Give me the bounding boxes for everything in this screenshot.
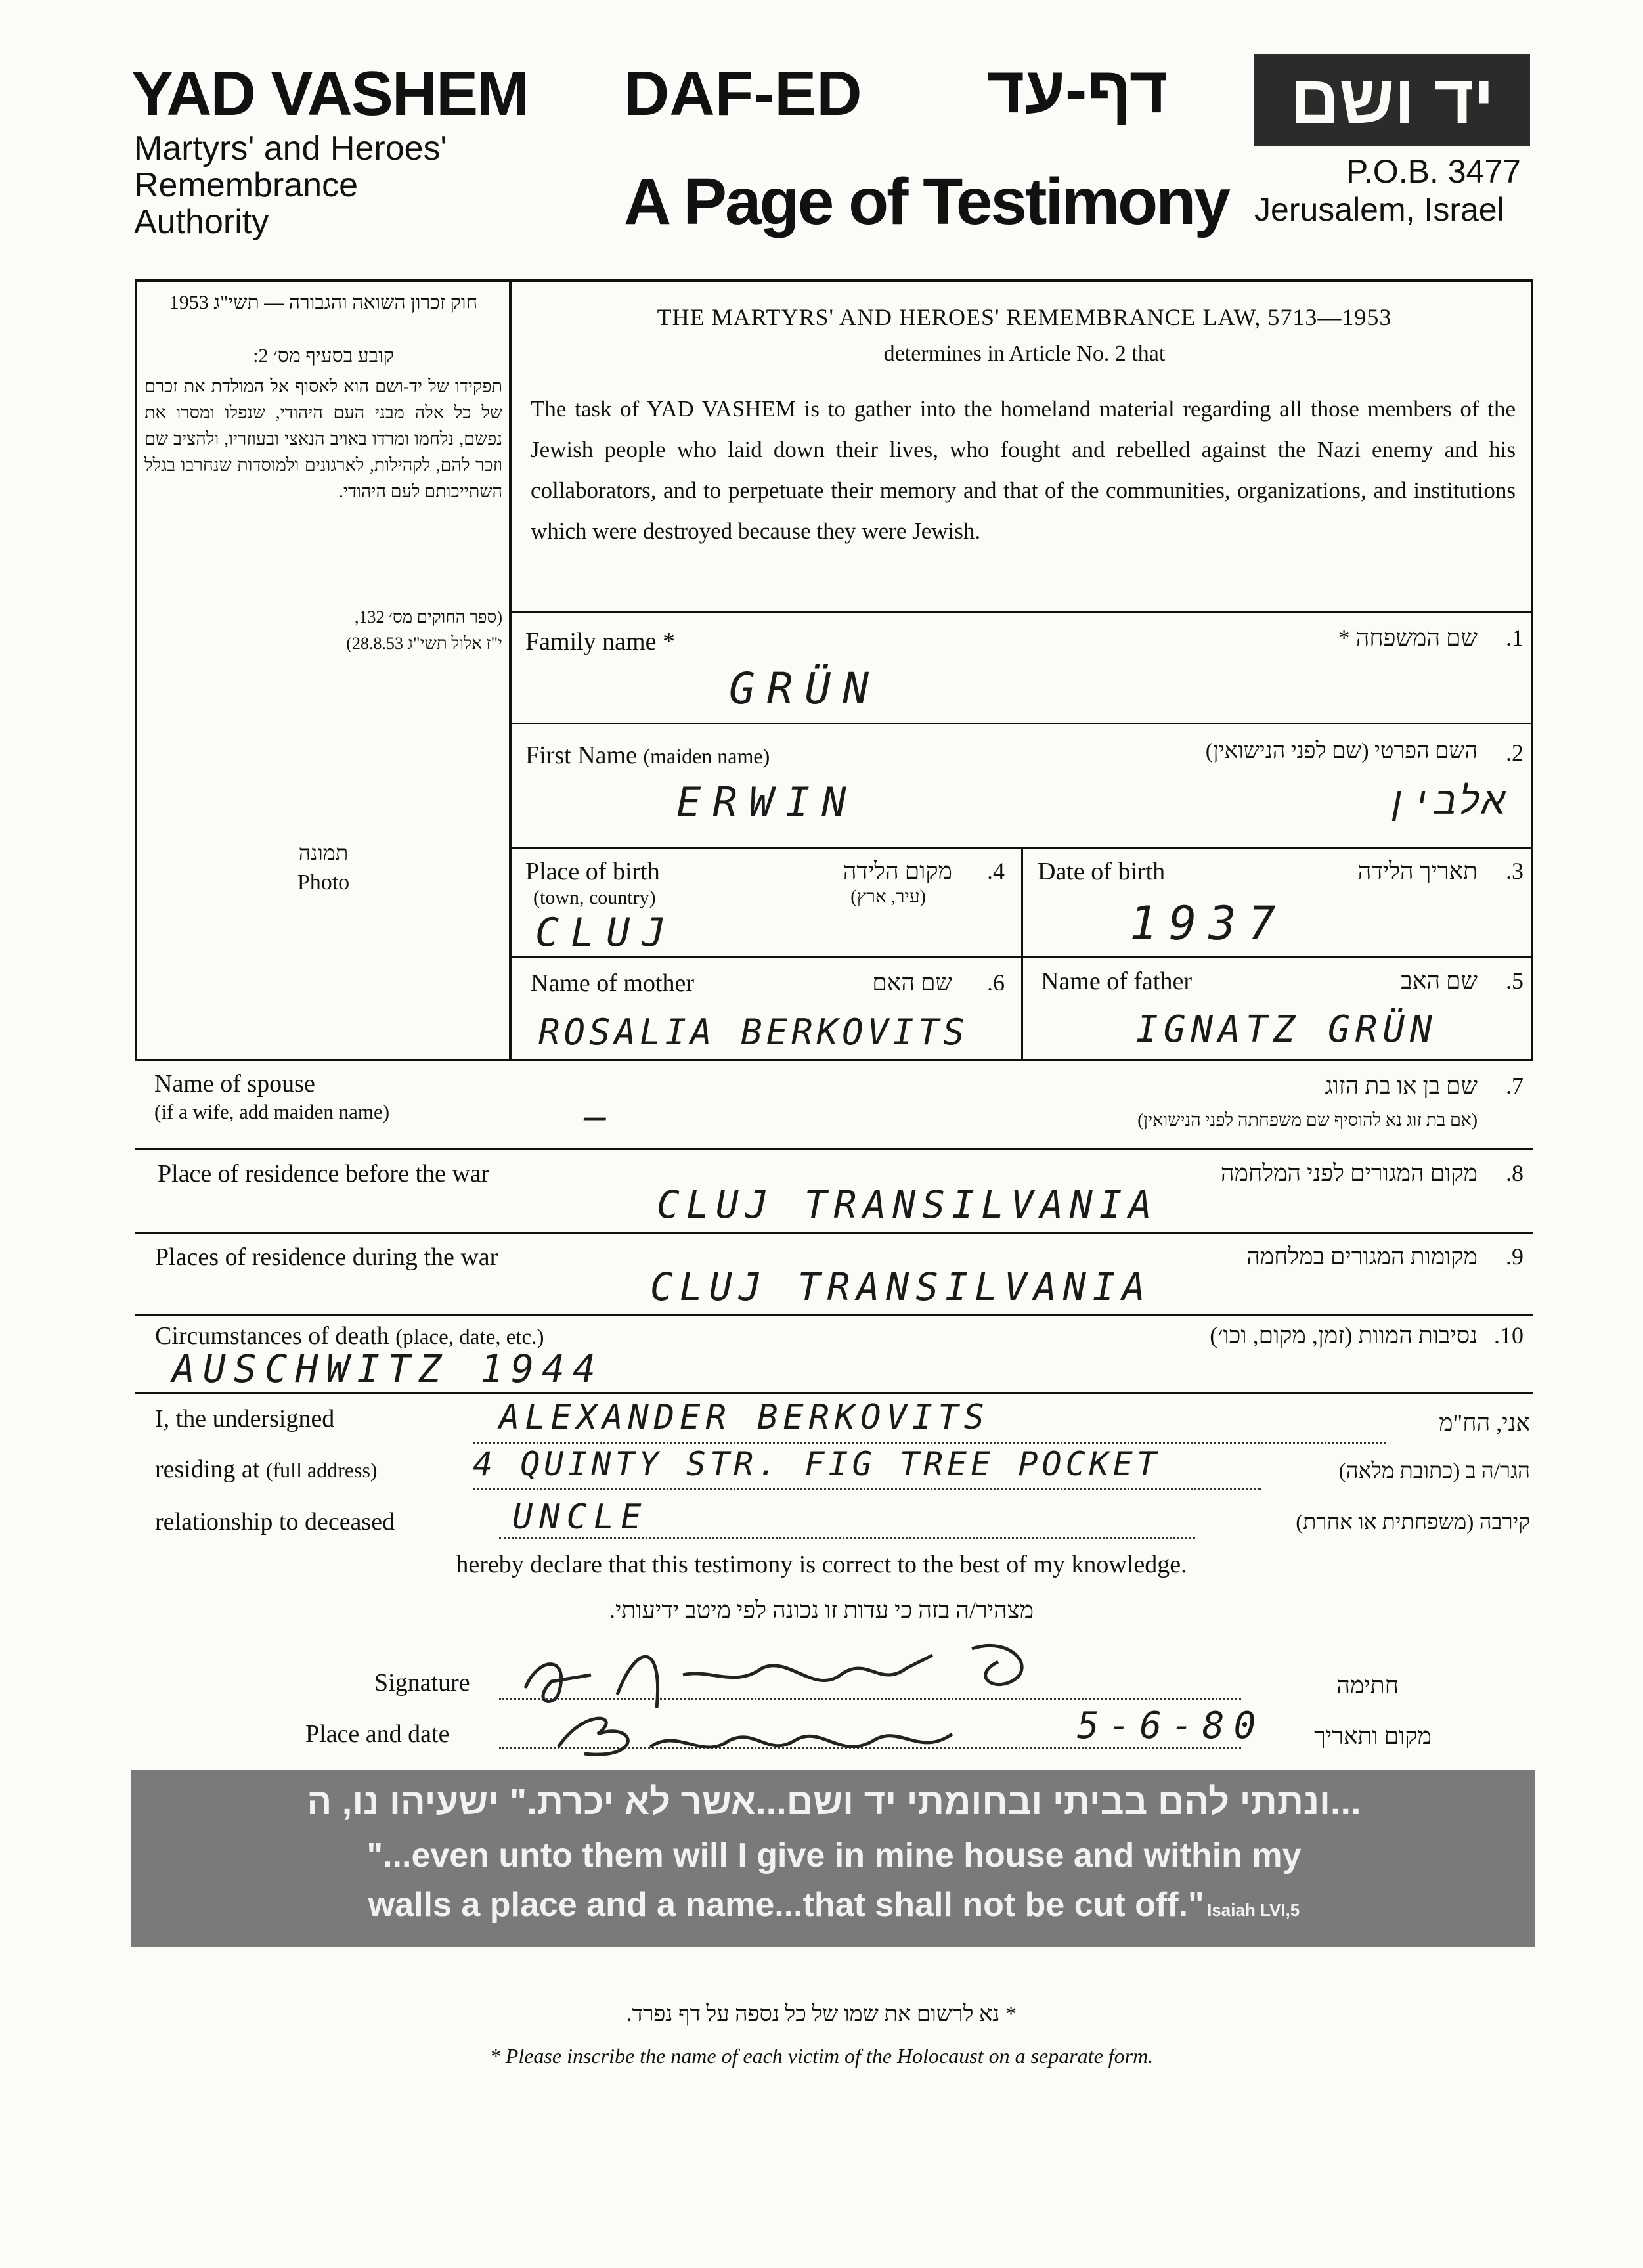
banner-line-2 xyxy=(158,1885,1510,1924)
spouse-hebrew: שם בן או בת הזוג xyxy=(1325,1073,1478,1099)
date-of-birth-value[interactable]: 1937 xyxy=(1129,897,1288,950)
place-date-hebrew: מקום ותאריך xyxy=(1314,1723,1432,1749)
death-value[interactable]: AUSCHWITZ 1944 xyxy=(172,1346,603,1391)
undersigned-hebrew: אני, הח"מ xyxy=(1439,1410,1530,1436)
hebrew-law-body: תפקידו של יד-ושם הוא לאסוף אל המולדת את זכרם של כל אלה מבני העם היהודי, שנפלו ומסרו את נפשם, נלחמו ומרדו באויב הנאצי ובעוזריו, ולהציב שם וזכר להם, לקהילות, לארגונים ולמוסדות שנחרבו בגלל השתייכותם לעם היהודי. xyxy=(144,376,502,501)
place-of-birth-value[interactable]: CLUJ xyxy=(535,910,678,956)
mother-name-value[interactable]: ROSALIA BERKOVITS xyxy=(538,1012,969,1053)
father-name-num: .5 xyxy=(1506,967,1523,994)
relation-value[interactable]: UNCLE xyxy=(512,1498,648,1537)
family-name-num: .1 xyxy=(1506,625,1523,651)
father-name-value[interactable]: IGNATZ GRÜN xyxy=(1136,1008,1437,1051)
first-name-num: .2 xyxy=(1506,740,1523,766)
declaration: hereby declare that this testimony is correct to the best of my knowledge. xyxy=(456,1551,1187,1578)
footer-hebrew-text: נא לרשום את שמו של כל נספה על דף נפרד. xyxy=(626,2002,1000,2026)
undersigned-value[interactable]: ALEXANDER BERKOVITS xyxy=(499,1398,990,1437)
law-subtitle: determines in Article No. 2 that xyxy=(883,342,1166,366)
residence-before-value[interactable]: CLUJ TRANSILVANIA xyxy=(657,1182,1158,1227)
father-name-label: Name of father xyxy=(1041,967,1192,995)
residence-before-hebrew: מקום המגורים לפני המלחמה xyxy=(1220,1160,1478,1186)
relation-hebrew: קירבה (משפחתית או אחרת) xyxy=(1296,1511,1530,1534)
first-name-hebrew: השם הפרטי (שם לפני הנישואין) xyxy=(1205,739,1478,763)
org-subtitle-1: Martyrs' and Heroes' xyxy=(134,129,447,167)
death-hebrew: נסיבות המוות (זמן, מקום, וכו׳) xyxy=(1210,1322,1478,1348)
declaration-hebrew: מצהיר/ה בזה כי עדות זו נכונה לפי מיטב ידיעותי. xyxy=(609,1597,1034,1623)
hebrew-law-title: חוק זכרון השואה והגבורה — תשי"ג 1953 xyxy=(169,292,478,313)
page-title: A Page of Testimony xyxy=(624,165,1229,238)
daf-ed-title: DAF-ED xyxy=(624,58,862,129)
spouse-note: (if a wife, add maiden name) xyxy=(154,1100,390,1123)
first-name-hebrew-value[interactable]: אלבין xyxy=(1386,778,1507,823)
mother-name-num: .6 xyxy=(987,969,1005,996)
law-title: THE MARTYRS' AND HEROES' REMEMBRANCE LAW, 5713—1953 xyxy=(657,304,1392,330)
place-of-birth-hebrew: מקום הלידה xyxy=(843,858,952,884)
signature-label: Signature xyxy=(374,1669,470,1697)
footer-hebrew xyxy=(0,2002,1643,2027)
spouse-label: Name of spouse xyxy=(154,1070,315,1098)
first-name-label xyxy=(525,741,770,770)
banner-line-2-text: walls a place and a name...that shall not be cut off." xyxy=(368,1886,1204,1924)
signature-hebrew: חתימה xyxy=(1336,1672,1399,1699)
hebrew-law-ref-2: י"ז אלול תשי"ג 28.8.53) xyxy=(346,634,502,653)
place-of-birth-hebrew-note: (עיר, ארץ) xyxy=(850,887,926,907)
mother-name-label: Name of mother xyxy=(531,969,695,997)
footer-star-hebrew: * xyxy=(1005,2002,1017,2026)
first-name-label-note: (maiden name) xyxy=(643,744,770,768)
death-num: .10 xyxy=(1494,1322,1523,1348)
law-body: The task of YAD VASHEM is to gather into the homeland material regarding all those members of the Jewish people who laid down their lives, who fought and rebelled against the Nazi enemy and his collaborators, and to perpetuate their memory and that of the communities, organizations, and institutions which were destroyed because they were Jewish. xyxy=(531,396,1516,544)
father-name-hebrew: שם האב xyxy=(1401,967,1478,994)
relation-label: relationship to deceased xyxy=(155,1508,395,1536)
residence-during-hebrew: מקומות המגורים במלחמה xyxy=(1246,1243,1478,1270)
yad-vashem-logo: יד ושם xyxy=(1254,54,1530,146)
daf-ed-hebrew: דף-עד xyxy=(986,53,1168,127)
date-of-birth-hebrew: תאריך הלידה xyxy=(1357,858,1478,884)
undersigned-label: I, the undersigned xyxy=(155,1405,335,1433)
death-label-text: Circumstances of death xyxy=(155,1322,389,1350)
address-value[interactable]: 4 QUINTY STR. FIG TREE POCKET xyxy=(473,1445,1160,1483)
spouse-value[interactable]: — xyxy=(584,1096,607,1138)
first-name-value[interactable]: ERWIN xyxy=(676,778,858,826)
place-of-birth-label: Place of birth xyxy=(525,858,660,885)
spouse-num: .7 xyxy=(1506,1073,1523,1099)
pob: P.O.B. 3477 xyxy=(1346,153,1521,190)
mother-name-hebrew: שם האם xyxy=(872,969,952,996)
footer-star: * xyxy=(489,2044,500,2068)
city: Jerusalem, Israel xyxy=(1254,191,1504,228)
residence-before-label: Place of residence before the war xyxy=(158,1160,490,1188)
family-name-hebrew: שם המשפחה * xyxy=(1338,625,1478,651)
place-of-birth-num: .4 xyxy=(987,858,1005,884)
death-label-note: (place, date, etc.) xyxy=(395,1325,544,1349)
org-name: YAD VASHEM xyxy=(131,58,529,129)
address-label-text: residing at xyxy=(155,1456,260,1483)
hebrew-law-subtitle: קובע בסעיף מס׳ 2: xyxy=(253,345,394,367)
org-subtitle-2: Remembrance xyxy=(134,166,359,204)
family-name-label: Family name * xyxy=(525,628,675,656)
residence-before-num: .8 xyxy=(1506,1160,1523,1186)
address-label xyxy=(155,1455,378,1484)
banner-hebrew: ...ונתתי להם בביתי ובחומתי יד ושם...אשר לא יכרת." ישעיהו נו, ה xyxy=(307,1781,1361,1822)
footer-english-text: Please inscribe the name of each victim of the Holocaust on a separate form. xyxy=(505,2044,1154,2068)
family-name-value[interactable]: GRÜN xyxy=(729,663,881,714)
place-date-value[interactable]: 5-6-80 xyxy=(1077,1704,1265,1747)
residence-during-value[interactable]: CLUJ TRANSILVANIA xyxy=(650,1264,1152,1309)
photo-label: Photo xyxy=(297,870,350,895)
footer-english xyxy=(0,2044,1643,2068)
hebrew-law-ref-1: (ספר החוקים מס׳ 132, xyxy=(355,608,502,627)
date-of-birth-label: Date of birth xyxy=(1038,858,1166,885)
spouse-hebrew-note: (אם בת זוג נא להוסיף שם משפחתה לפני הנישואין) xyxy=(1137,1110,1478,1130)
residence-during-num: .9 xyxy=(1506,1243,1523,1270)
place-handwriting[interactable] xyxy=(545,1695,1005,1767)
banner-ref: Isaiah LVI,5 xyxy=(1207,1900,1300,1920)
residence-during-label: Places of residence during the war xyxy=(155,1243,498,1271)
org-subtitle-3: Authority xyxy=(134,203,269,241)
date-of-birth-num: .3 xyxy=(1506,858,1523,884)
banner-line-1: "...even unto them will I give in mine house and within my xyxy=(366,1836,1302,1875)
first-name-label-text: First Name xyxy=(525,742,637,769)
address-label-note: (full address) xyxy=(265,1458,378,1482)
address-hebrew: הגר/ה ב (כתובת מלאה) xyxy=(1338,1459,1530,1483)
place-date-label: Place and date xyxy=(305,1720,450,1748)
place-of-birth-note: (town, country) xyxy=(533,887,656,908)
photo-label-hebrew: תמונה xyxy=(298,841,349,864)
